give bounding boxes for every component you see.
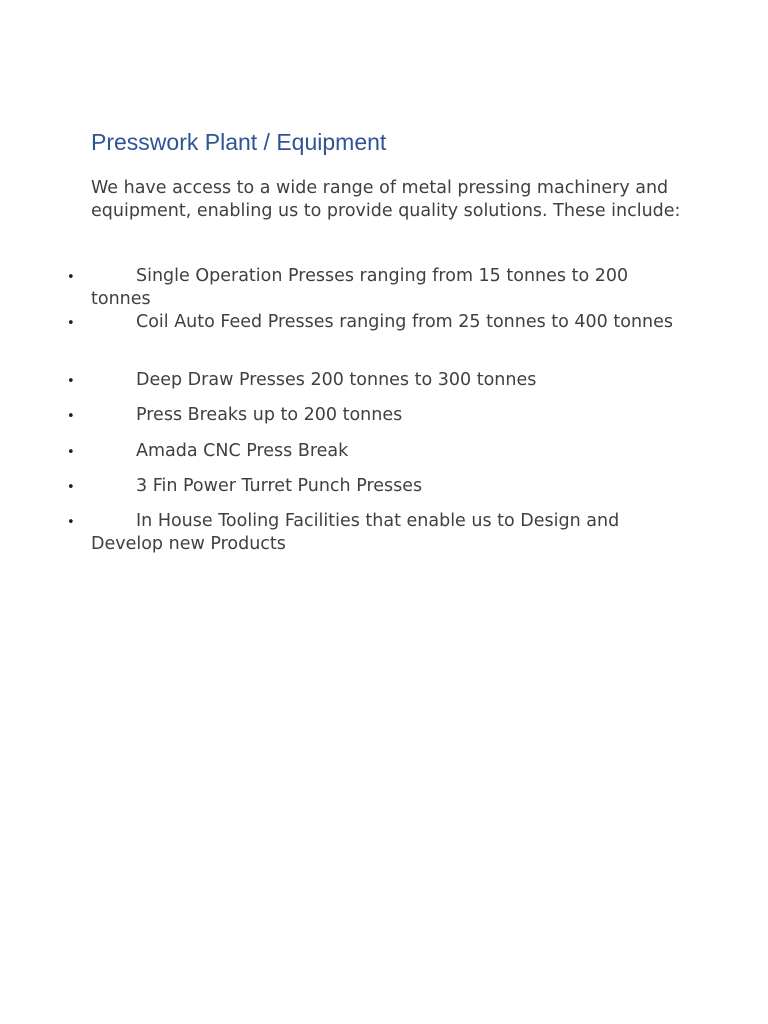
list-item-text: In House Tooling Facilities that enable us to Design and Develop new Products — [91, 511, 620, 554]
list-item-text: Deep Draw Presses 200 tonnes to 300 tonnes — [136, 370, 537, 390]
list-item-text: Single Operation Presses ranging from 15 tonnes to 200 tonnes — [91, 266, 629, 309]
bullet-icon: • — [67, 515, 75, 530]
bullet-icon: • — [67, 316, 75, 331]
list-item — [67, 475, 691, 498]
list-item — [67, 369, 691, 392]
list-item-text: 3 Fin Power Turret Punch Presses — [136, 476, 423, 496]
bullet-icon: • — [67, 480, 75, 495]
bullet-icon: • — [67, 374, 75, 389]
page-title: Presswork Plant / Equipment — [91, 129, 387, 155]
list-item — [67, 510, 691, 556]
list-item-text: Amada CNC Press Break — [136, 441, 349, 461]
list-item-text: Press Breaks up to 200 tonnes — [136, 405, 403, 425]
list-item — [67, 311, 691, 334]
bullet-icon: • — [67, 270, 75, 285]
list-item — [67, 404, 691, 427]
intro-paragraph: We have access to a wide range of metal pressing machinery and equipment, enabling us to provide quality solutions. These include: — [91, 178, 681, 221]
list-item — [67, 440, 691, 463]
list-item — [67, 265, 691, 311]
list-item-text: Coil Auto Feed Presses ranging from 25 tonnes to 400 tonnes — [136, 312, 674, 332]
bullet-icon: • — [67, 409, 75, 424]
bullet-icon: • — [67, 445, 75, 460]
